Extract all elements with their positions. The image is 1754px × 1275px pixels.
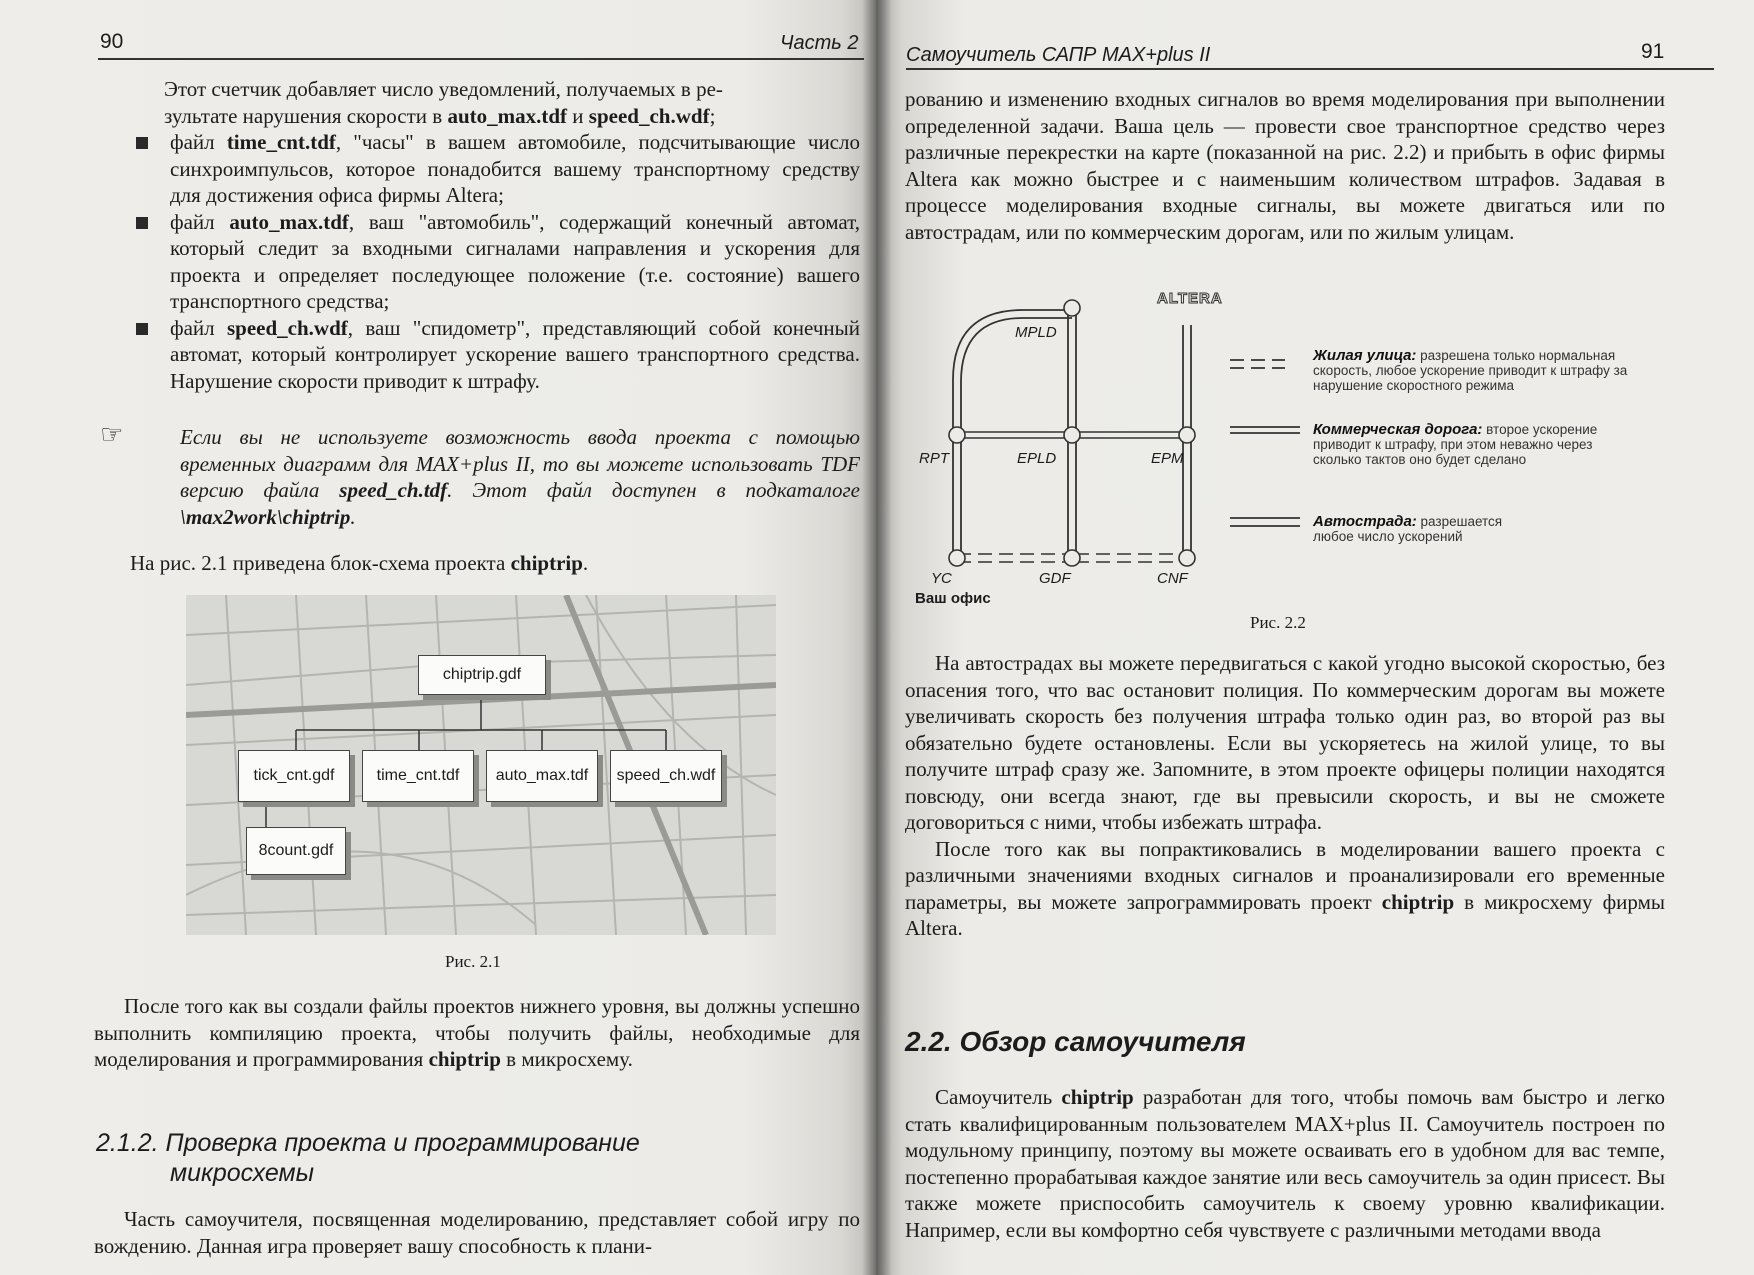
figure-1-block-diagram	[186, 595, 776, 935]
running-title: Самоучитель САПР MAX+plus II	[906, 44, 1211, 66]
node-label: GDF	[1039, 570, 1071, 587]
legend-text: второе ускорение приводит к штрафу, при этом неважно через сколько тактов оно будет сделано	[1313, 422, 1598, 467]
bullet-item	[130, 315, 860, 395]
para-4-end: разработан для того, чтобы помочь вам быстро и легко стать квалифицированным пользователем MAX+plus II. Самоучитель построен по модульному принципу, поэтому вы можете осваивать его в удобном для вас темпе, постепенно прорабатывая каждое занятие или весь самоучитель за один присест. Вы также можете приспособить самоучитель к своему уровню квалификации. Например, если вы комфортно себя чувствуете с различными методами ввода	[905, 1085, 1666, 1242]
office-label: Ваш офис	[915, 590, 991, 607]
para-3	[905, 836, 1665, 942]
node-label: YC	[931, 570, 952, 587]
section-heading-2-2: 2.2. Обзор самоучителя	[905, 1026, 1246, 1057]
diagram-child-node: time_cnt.tdf	[362, 750, 474, 802]
figure-intro	[130, 550, 860, 577]
running-title: Часть 2	[780, 32, 859, 54]
note-path: \max2work\chiptrip	[180, 504, 351, 529]
legend-text: разрешена только нормальная скорость, любое ускорение приводит к штрафу за нарушение скоростного режима	[1313, 348, 1628, 393]
bullet-file: auto_max.tdf	[229, 209, 349, 234]
para-3-text: После того как вы попрактиковались в моделировании вашего проекта с различными значениями входных сигналов и проанализировали его временные параметры, вы можете запрограммировать проект	[905, 836, 1665, 914]
note-block	[180, 424, 860, 530]
node-label: CNF	[1157, 570, 1188, 587]
after-fig-bold: chiptrip	[428, 1047, 501, 1071]
legend-residential	[1313, 348, 1653, 393]
node-label: EPM	[1151, 450, 1184, 467]
legend-title: Автострада:	[1313, 513, 1417, 530]
figure-2-caption: Рис. 2.2	[1250, 613, 1306, 632]
intro-end: ;	[709, 103, 716, 128]
intro-line-2: зультате нарушения скорости в	[164, 103, 448, 128]
note-file: speed_ch.tdf	[339, 478, 448, 502]
after-fig-end: в микросхему.	[500, 1047, 633, 1071]
left-page	[0, 0, 876, 1275]
para-3-end: в микросхему фирмы Altera.	[905, 889, 1665, 940]
diagram-child-node: auto_max.tdf	[486, 750, 598, 802]
legend-title: Жилая улица:	[1313, 347, 1417, 364]
figure-1-caption: Рис. 2.1	[445, 952, 501, 971]
bullet-text: , ваш "автомобиль", содержащий конечный автомат, который следит за входными сигналами направления и ускорения для проекта и определяет последующее положение (т.е. состояние) вашего транспортного средства;	[170, 209, 860, 313]
diagram-child-node: tick_cnt.gdf	[238, 750, 350, 802]
bullet-pre: файл	[170, 315, 227, 340]
section-text: Часть самоучителя, посвященная моделированию, представляет собой игру по вождению. Данная игра проверяет вашу способность к плани-	[94, 1207, 860, 1258]
intro-bold-2: speed_ch.wdf	[588, 103, 710, 128]
bullet-pre: файл	[170, 209, 230, 234]
section-heading-line2: микросхемы	[170, 1159, 314, 1187]
para-2-text: На автострадах вы можете передвигаться с какой угодно высокой скоростью, без опасения того, что вас остановит полиция. По коммерческим дорогам вы можете увеличивать скорость без получения штрафа только один раз, во второй раз вы обязательно будете остановлены. Если вы ускоряетесь на жилой улице, то вы получите штраф сразу же. Запомните, в этом проекте офицеры полиции находятся повсюду, они всегда знают, где вы превысили скорость, и вы не сможете договориться с ними, чтобы избежать штрафа.	[905, 651, 1665, 834]
fig-intro-end: .	[582, 551, 589, 575]
legend-title: Коммерческая дорога:	[1313, 421, 1483, 438]
header-rule	[906, 68, 1714, 70]
legend-text: разрешается любое число ускорений	[1313, 514, 1503, 544]
para-4-text: Самоучитель	[935, 1085, 1062, 1109]
section-heading-line1: 2.1.2. Проверка проекта и программирование	[96, 1129, 640, 1157]
altera-logo: ALTERA	[1157, 290, 1223, 307]
bullet-pre: файл	[170, 130, 227, 154]
intersection-nodes	[949, 300, 1195, 566]
after-figure-paragraph	[94, 993, 860, 1073]
para-4-bold: chiptrip	[1061, 1085, 1134, 1109]
bullet-item	[130, 209, 860, 315]
fig-intro-text: На рис. 2.1 приведена блок-схема проекта	[130, 551, 511, 575]
page-number: 90	[100, 30, 124, 53]
right-para-2	[905, 650, 1665, 942]
bullet-text: , ваш "спидометр", представляющий собой конечный автомат, который контролирует ускорение вашего транспортного средства. Нарушение скорости приводит к штрафу.	[170, 315, 860, 393]
diagram-grandchild-node: 8count.gdf	[246, 827, 346, 875]
bullet-file: speed_ch.wdf	[226, 315, 348, 340]
bullet-file: time_cnt.tdf	[226, 130, 336, 154]
intro-bold-1: auto_max.tdf	[447, 103, 568, 128]
after-fig-text: После того как вы создали файлы проектов нижнего уровня, вы должны успешно выполнить компиляцию проекта, чтобы получить файлы, необходимые для моделирования и программирования	[94, 994, 860, 1071]
node-label: EPLD	[1017, 450, 1057, 467]
bullet-text: , "часы" в вашем автомобиле, подсчитывающие число синхроимпульсов, которое понадобится вашему транспортному средству для достижения офиса фирмы Altera;	[170, 130, 860, 207]
note-mid: . Этот файл доступен в подкаталоге	[447, 478, 861, 502]
book-gutter-shadow	[862, 0, 892, 1275]
pointing-hand-icon: ☞	[100, 420, 124, 450]
right-para-4	[905, 1084, 1665, 1243]
right-para-1	[905, 86, 1665, 245]
intro-line-1: Этот счетчик добавляет число уведомлений, получаемых в ре-	[164, 77, 723, 101]
para-1-text: рованию и изменению входных сигналов во время моделирования при выполнении определенной задачи. Ваша цель — провести свое транспортное средство через различные перекрестки на карте (показанной на рис. 2.2) и прибыть в офис фирмы Altera как можно быстрее и с наименьшим количеством штрафов. Задавая в процессе моделирования входные сигналы, вы можете двигаться или по автострадам, или по коммерческим дорогам, или по жилым улицам.	[905, 87, 1665, 244]
note-text: Если вы не используете возможность ввода проекта с помощью временных диаграмм для MAX+plus II, то вы можете использовать TDF версию файла	[180, 425, 860, 502]
left-body-top	[130, 76, 860, 394]
legend-highway	[1313, 514, 1543, 544]
figure-2-road-map	[905, 290, 1695, 620]
bullet-item	[130, 129, 860, 209]
page-number: 91	[1641, 40, 1665, 63]
intro-and: и	[567, 103, 589, 128]
section-paragraph	[94, 1206, 860, 1259]
header-rule	[98, 58, 864, 60]
legend-commercial	[1313, 422, 1633, 467]
note-end: .	[350, 504, 356, 529]
fig-intro-bold: chiptrip	[510, 551, 583, 575]
node-label: RPT	[919, 450, 949, 467]
para-3-bold: chiptrip	[1381, 889, 1455, 914]
left-running-head	[0, 30, 876, 60]
legend-samples	[1230, 360, 1300, 526]
diagram-root-node: chiptrip.gdf	[418, 655, 546, 695]
section-heading-2-1-2	[96, 1128, 856, 1188]
diagram-child-node: speed_ch.wdf	[610, 750, 722, 802]
node-label: MPLD	[1015, 324, 1057, 341]
right-running-head	[876, 30, 1754, 66]
intro-paragraph	[130, 76, 860, 129]
